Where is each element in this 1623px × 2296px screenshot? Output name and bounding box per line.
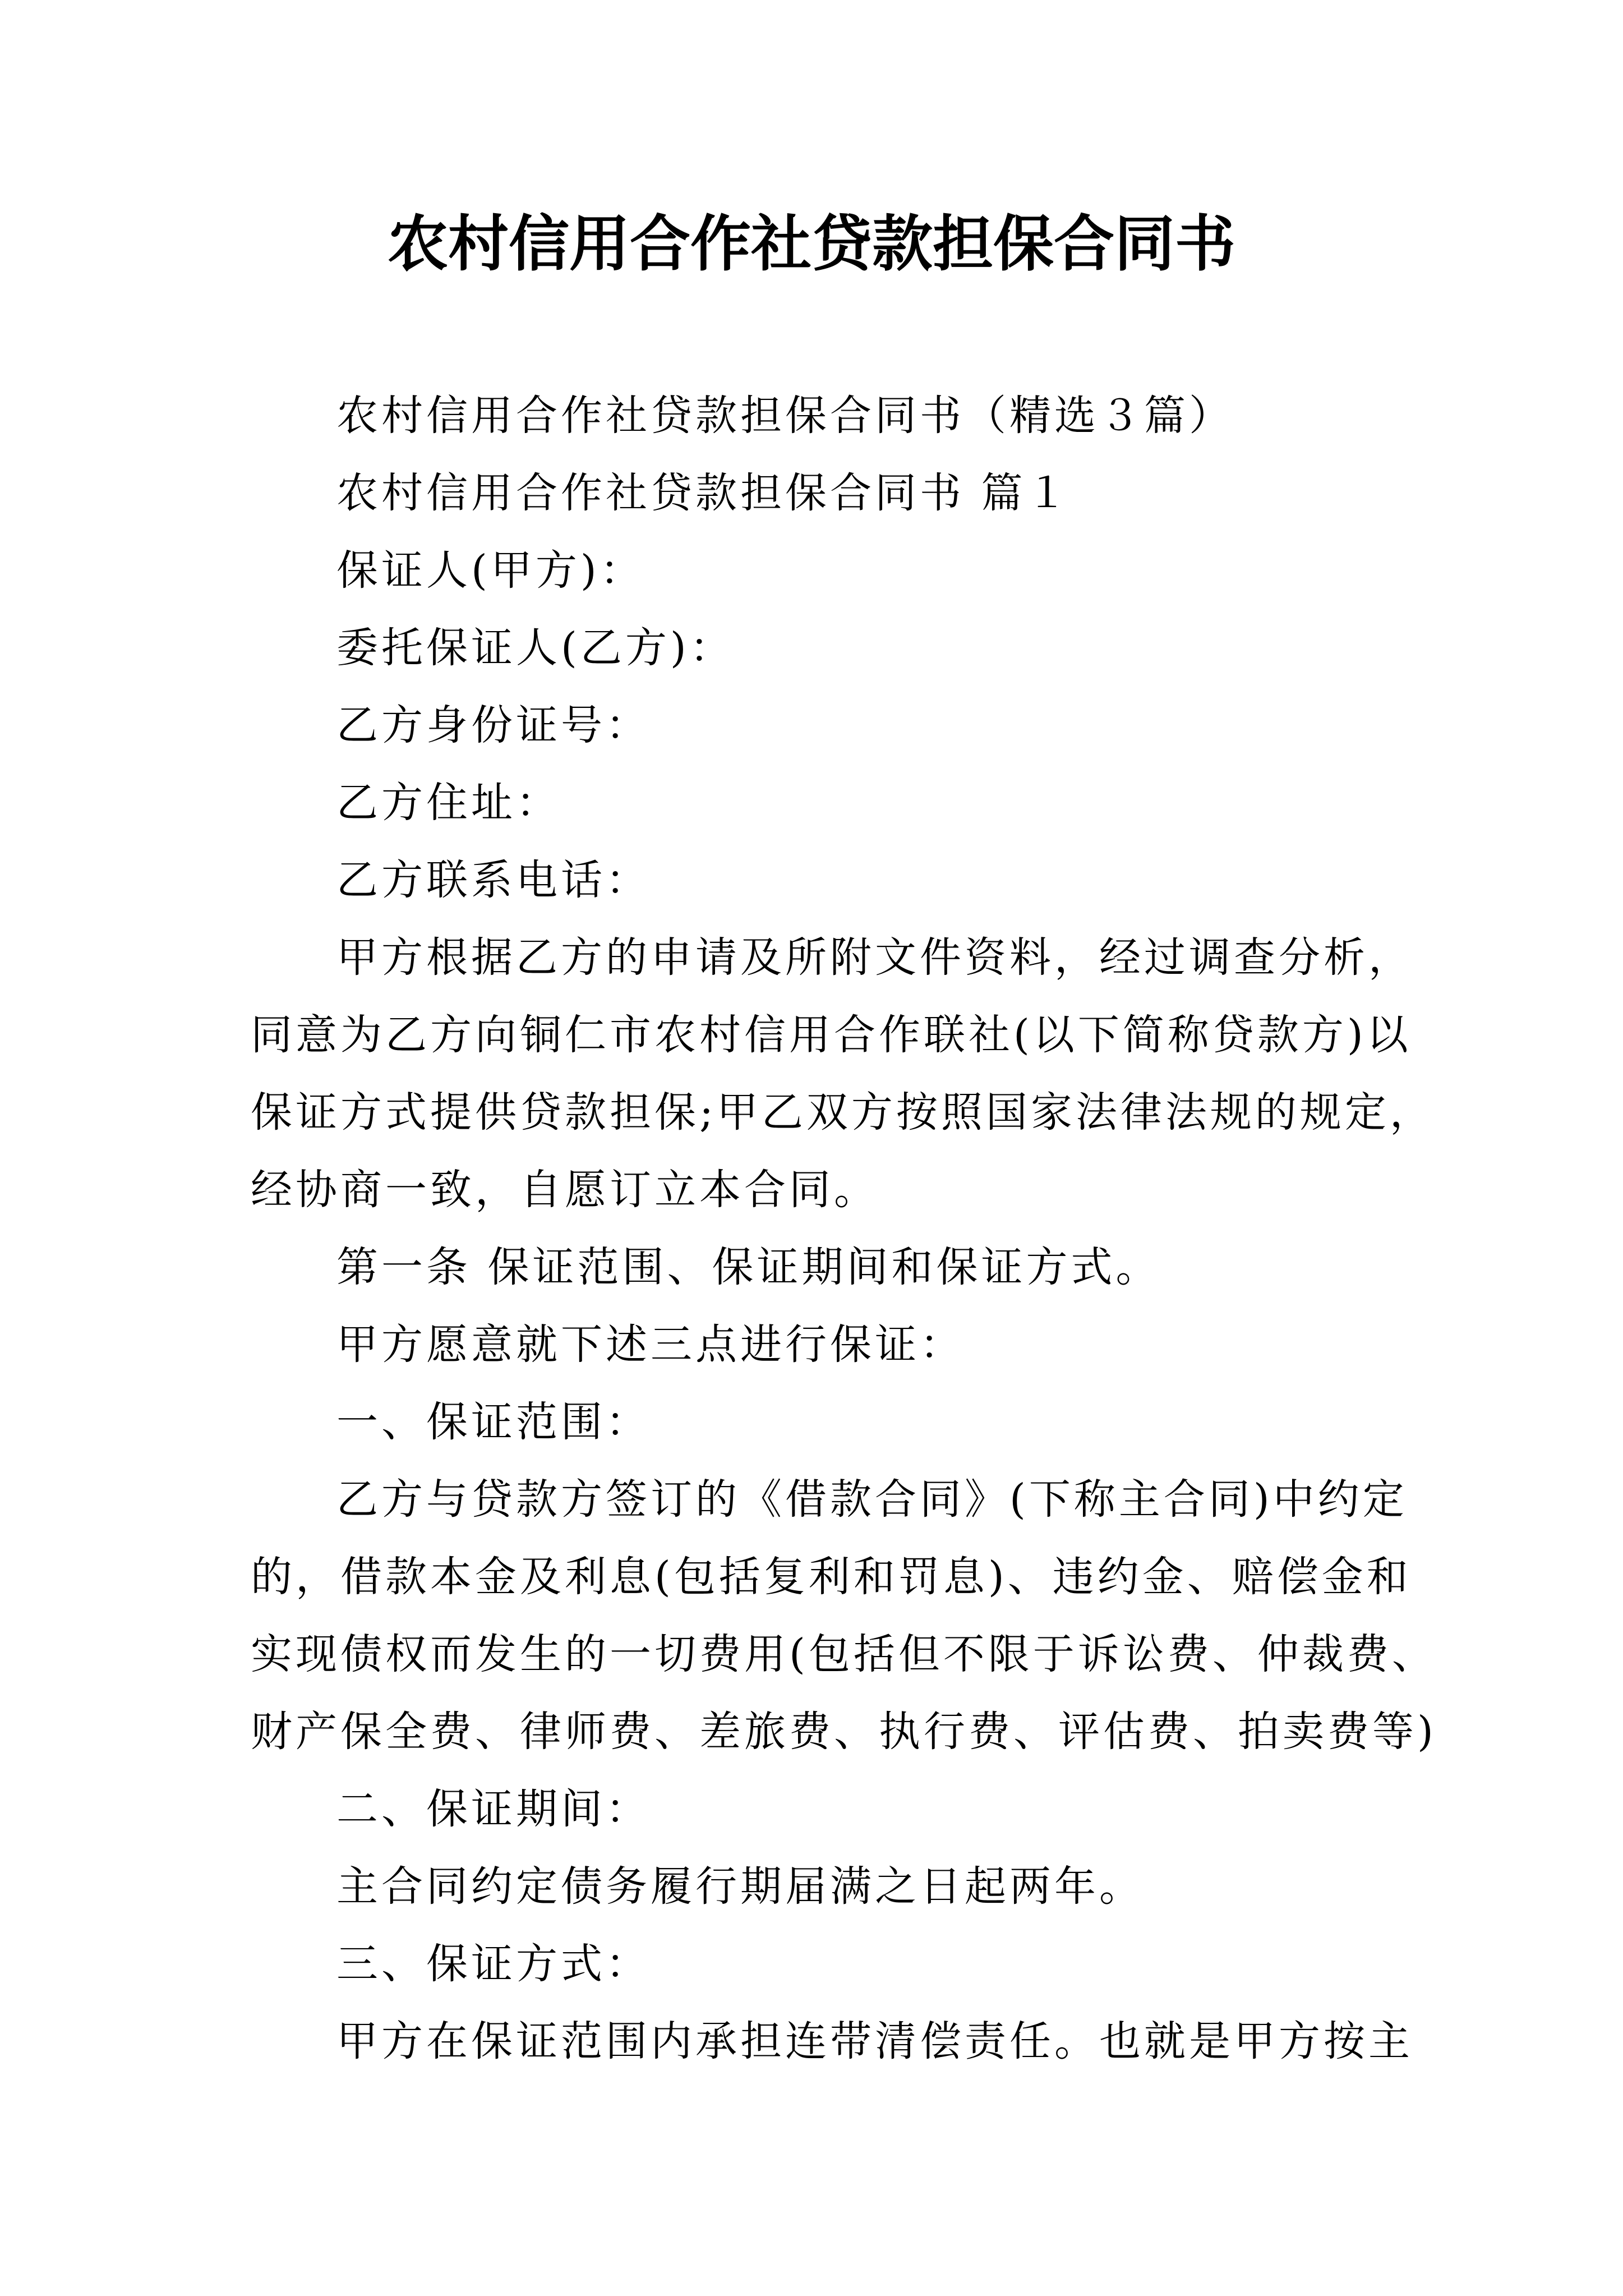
doc-line-8: 甲方根据乙方的申请及所附文件资料，经过调查分析， (336, 933, 1413, 982)
doc-line-10: 保证方式提供贷款担保;甲乙双方按照国家法律法规的规定， (251, 1088, 1435, 1137)
doc-line-12: 第一条 保证范围、保证期间和保证方式。 (336, 1243, 1161, 1291)
doc-line-20: 主合同约定债务履行期届满之日起两年。 (336, 1862, 1144, 1911)
document-body (251, 377, 1437, 2080)
doc-line-18: 财产保全费、律师费、差旅费、执行费、评估费、拍卖费等) (251, 1708, 1437, 1756)
doc-line-7: 乙方联系电话： (336, 856, 651, 904)
doc-line-6: 乙方住址： (336, 779, 561, 827)
doc-line-9: 同意为乙方向铜仁市农村信用合作联社(以下简称贷款方)以 (251, 1011, 1412, 1059)
doc-line-19: 二、保证期间： (336, 1785, 651, 1833)
doc-line-22: 甲方在保证范围内承担连带清偿责任。也就是甲方按主 (336, 2017, 1413, 2065)
doc-line-11: 经协商一致，自愿订立本合同。 (251, 1166, 879, 1214)
doc-line-2: 农村信用合作社贷款担保合同书 篇１ (336, 469, 1071, 517)
doc-line-3: 保证人(甲方)： (336, 546, 645, 595)
doc-line-4: 委托保证人(乙方)： (336, 624, 735, 672)
doc-line-17: 实现债权而发生的一切费用(包括但不限于诉讼费、仲裁费、 (251, 1630, 1437, 1678)
doc-line-16: 的，借款本金及利息(包括复利和罚息)、违约金、赔偿金和 (251, 1553, 1412, 1601)
doc-line-21: 三、保证方式： (336, 1940, 651, 1988)
document-title: 农村信用合作社贷款担保合同书 (387, 209, 1235, 279)
doc-line-1: 农村信用合作社贷款担保合同书（精选３篇） (336, 392, 1234, 440)
doc-line-14: 一、保证范围： (336, 1398, 651, 1446)
doc-line-13: 甲方愿意就下述三点进行保证： (336, 1320, 965, 1369)
doc-line-15: 乙方与贷款方签订的《借款合同》(下称主合同)中约定 (336, 1475, 1408, 1524)
doc-line-5: 乙方身份证号： (336, 701, 651, 749)
